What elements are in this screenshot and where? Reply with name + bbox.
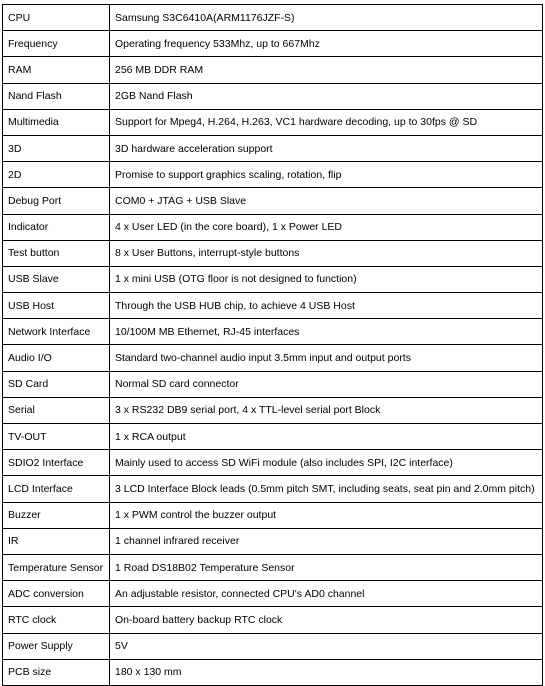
spec-table-body	[3, 5, 543, 686]
spec-row	[3, 214, 543, 240]
spec-label: Network Interface	[3, 319, 110, 345]
spec-row	[3, 266, 543, 292]
spec-label: SDIO2 Interface	[3, 450, 110, 476]
spec-row	[3, 135, 543, 161]
spec-label: IR	[3, 528, 110, 554]
spec-value: Through the USB HUB chip, to achieve 4 USB Host	[110, 293, 543, 319]
spec-value: Mainly used to access SD WiFi module (also includes SPI, I2C interface)	[110, 450, 543, 476]
spec-label: Nand Flash	[3, 83, 110, 109]
spec-label: Power Supply	[3, 633, 110, 659]
spec-label: RAM	[3, 57, 110, 83]
spec-label: Buzzer	[3, 502, 110, 528]
spec-label: Test button	[3, 240, 110, 266]
spec-value: Normal SD card connector	[110, 371, 543, 397]
spec-value: 1 x mini USB (OTG floor is not designed to function)	[110, 266, 543, 292]
spec-row	[3, 424, 543, 450]
spec-value: COM0 + JTAG + USB Slave	[110, 188, 543, 214]
spec-row	[3, 659, 543, 685]
spec-value: 256 MB DDR RAM	[110, 57, 543, 83]
spec-row	[3, 240, 543, 266]
spec-value: Operating frequency 533Mhz, up to 667Mhz	[110, 31, 543, 57]
spec-value: 2GB Nand Flash	[110, 83, 543, 109]
spec-row	[3, 109, 543, 135]
spec-value: 1 x RCA output	[110, 424, 543, 450]
spec-value: Samsung S3C6410A(ARM1176JZF-S)	[110, 5, 543, 31]
spec-row	[3, 371, 543, 397]
spec-value: 1 channel infrared receiver	[110, 528, 543, 554]
spec-label: Multimedia	[3, 109, 110, 135]
spec-row	[3, 502, 543, 528]
spec-row	[3, 31, 543, 57]
spec-value: 180 x 130 mm	[110, 659, 543, 685]
spec-row	[3, 57, 543, 83]
spec-row	[3, 554, 543, 580]
spec-label: LCD Interface	[3, 476, 110, 502]
spec-value: 4 x User LED (in the core board), 1 x Power LED	[110, 214, 543, 240]
spec-value: Promise to support graphics scaling, rotation, flip	[110, 162, 543, 188]
spec-label: ADC conversion	[3, 581, 110, 607]
spec-label: Serial	[3, 397, 110, 423]
spec-label: 3D	[3, 135, 110, 161]
spec-row	[3, 188, 543, 214]
spec-label: RTC clock	[3, 607, 110, 633]
spec-row	[3, 5, 543, 31]
spec-table	[2, 4, 543, 686]
spec-row	[3, 293, 543, 319]
spec-row	[3, 581, 543, 607]
spec-row	[3, 476, 543, 502]
spec-label: USB Host	[3, 293, 110, 319]
spec-value: On-board battery backup RTC clock	[110, 607, 543, 633]
spec-row	[3, 528, 543, 554]
spec-value: An adjustable resistor, connected CPU's AD0 channel	[110, 581, 543, 607]
spec-label: Frequency	[3, 31, 110, 57]
spec-value: Standard two-channel audio input 3.5mm input and output ports	[110, 345, 543, 371]
spec-label: PCB size	[3, 659, 110, 685]
spec-row	[3, 162, 543, 188]
spec-value: 5V	[110, 633, 543, 659]
spec-row	[3, 397, 543, 423]
spec-value: 3 x RS232 DB9 serial port, 4 x TTL-level serial port Block	[110, 397, 543, 423]
spec-value: Support for Mpeg4, H.264, H.263, VC1 hardware decoding, up to 30fps @ SD	[110, 109, 543, 135]
spec-row	[3, 83, 543, 109]
spec-value: 10/100M MB Ethernet, RJ-45 interfaces	[110, 319, 543, 345]
spec-label: Indicator	[3, 214, 110, 240]
spec-label: 2D	[3, 162, 110, 188]
spec-row	[3, 319, 543, 345]
spec-value: 3D hardware acceleration support	[110, 135, 543, 161]
spec-label: SD Card	[3, 371, 110, 397]
spec-row	[3, 633, 543, 659]
spec-value: 1 x PWM control the buzzer output	[110, 502, 543, 528]
spec-row	[3, 607, 543, 633]
spec-value: 3 LCD Interface Block leads (0.5mm pitch SMT, including seats, seat pin and 2.0mm pitch)	[110, 476, 543, 502]
spec-label: Debug Port	[3, 188, 110, 214]
spec-row	[3, 345, 543, 371]
spec-value: 8 x User Buttons, interrupt-style buttons	[110, 240, 543, 266]
spec-label: Audio I/O	[3, 345, 110, 371]
spec-row	[3, 450, 543, 476]
spec-label: Temperature Sensor	[3, 554, 110, 580]
spec-label: USB Slave	[3, 266, 110, 292]
spec-label: TV-OUT	[3, 424, 110, 450]
spec-value: 1 Road DS18B02 Temperature Sensor	[110, 554, 543, 580]
spec-label: CPU	[3, 5, 110, 31]
